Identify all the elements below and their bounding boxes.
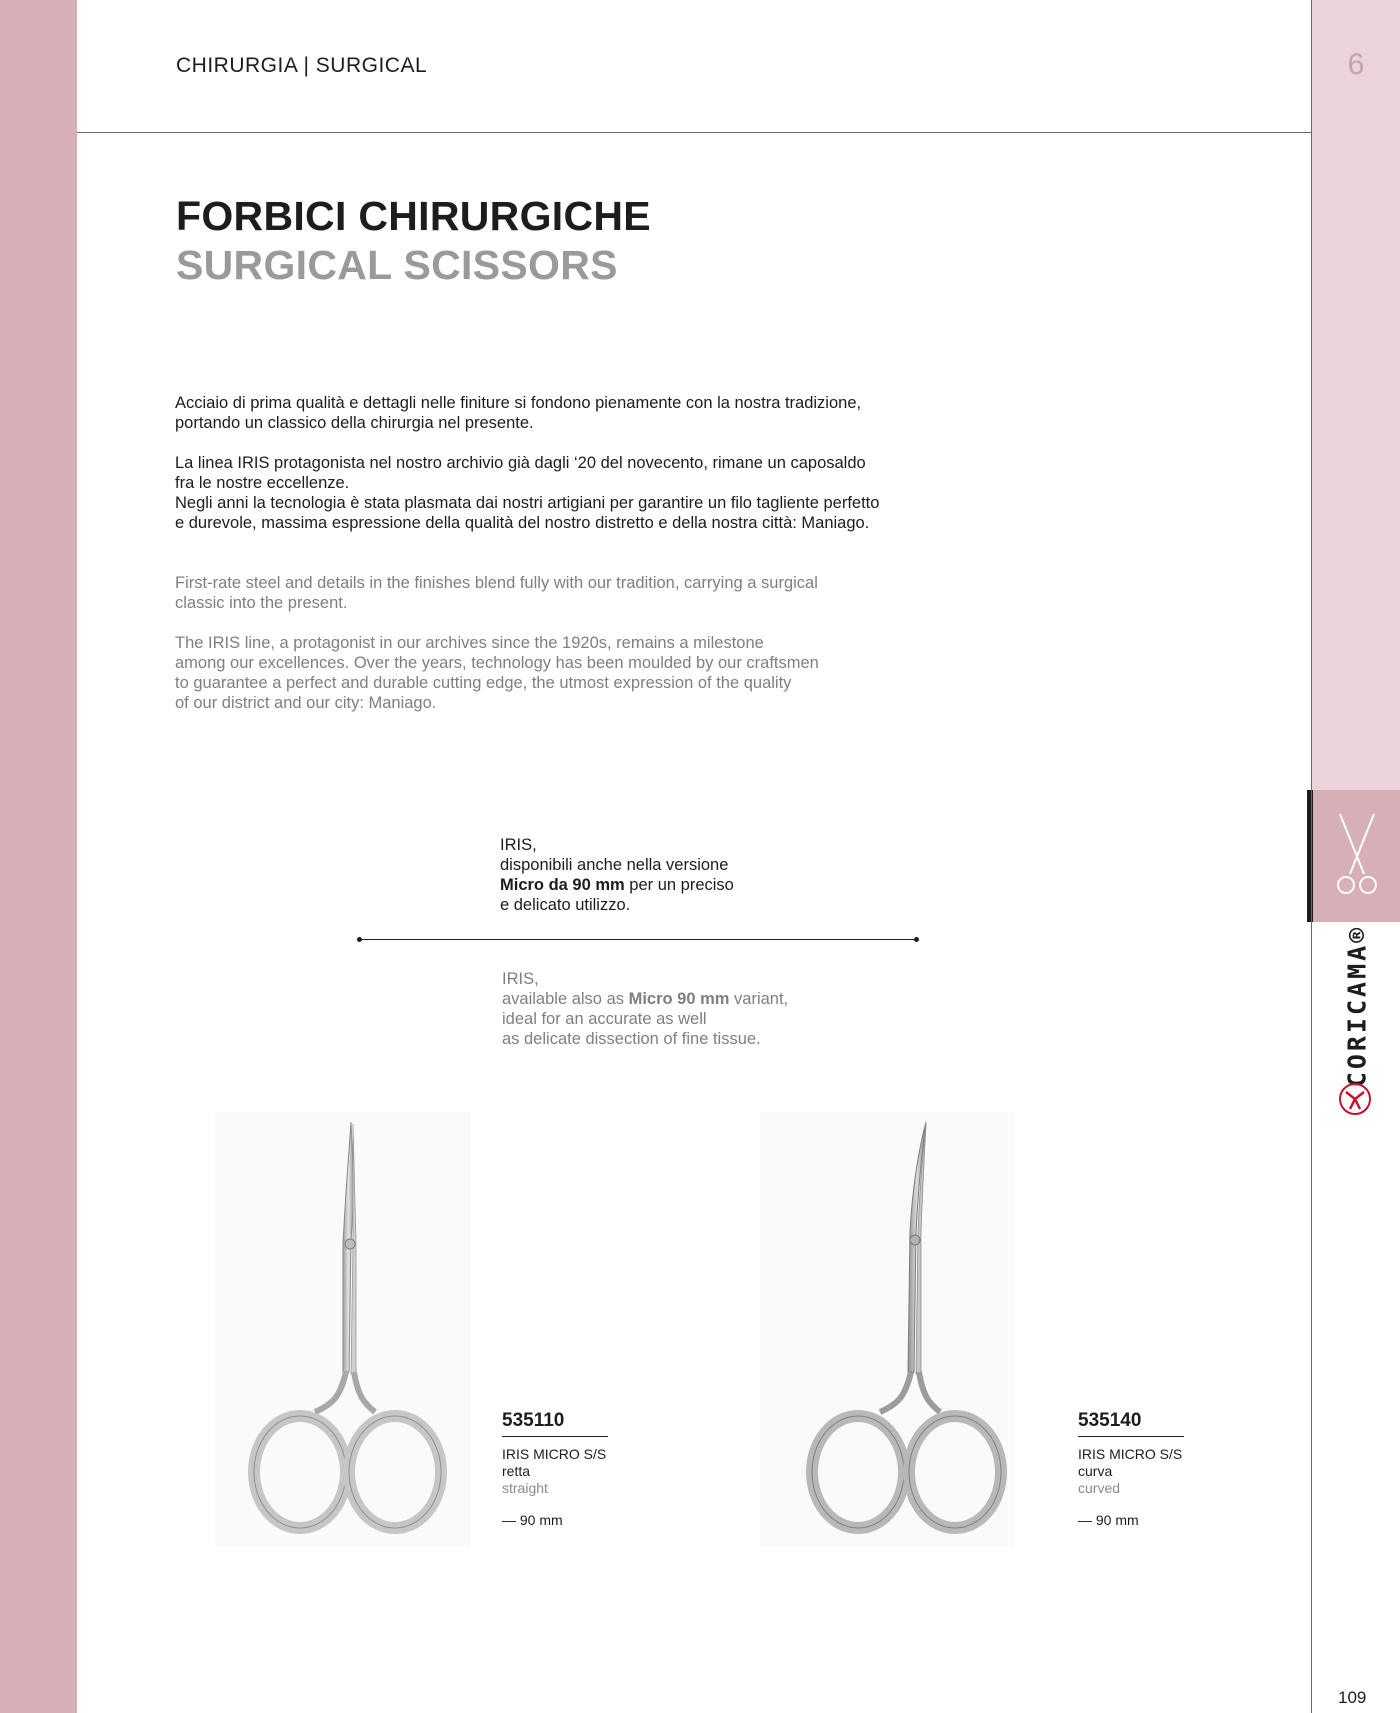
micro-callout-it: IRIS, disponibili anche nella versione Micro da 90 mm per un preciso e delicato utilizzo.	[500, 836, 734, 914]
intro-paragraph-it-2: La linea IRIS protagonista nel nostro archivio già dagli ‘20 del novecento, rimane un caposaldo fra le nostre eccellenze. Negli anni la tecnologia è stata plasmata dai nostri artigiani per garantire un filo tagliente perfetto e durevole, massima espressione della qualità del nostro distretto e della nostra città: Maniago.	[175, 454, 880, 532]
page-number: 109	[1338, 1688, 1367, 1707]
intro-paragraph-en-2: The IRIS line, a protagonist in our archives since the 1920s, remains a milestone among our excellences. Over the years, technology has been moulded by our craftsmen to guarantee a perfect and durable cutting edge, the utmost expression of the quality of our district and our city: Maniago.	[175, 634, 819, 712]
coricama-logo-icon	[1335, 1082, 1375, 1116]
product-type-it: retta	[502, 1463, 531, 1479]
product-type-it: curva	[1078, 1463, 1113, 1479]
product-size: — 90 mm	[1078, 1512, 1139, 1528]
callout-divider	[358, 939, 918, 940]
curved-iris-scissors-image	[760, 1112, 1015, 1547]
micro-callout-en: IRIS, available also as Micro 90 mm variant, ideal for an accurate as well as delicate dissection of fine tissue.	[502, 970, 789, 1048]
curved-scissors-drawing	[760, 1112, 1015, 1547]
scissors-icon	[1330, 812, 1384, 900]
straight-scissors-drawing	[215, 1112, 470, 1547]
product-name: IRIS MICRO S/S	[1078, 1446, 1183, 1462]
section-label: CHIRURGIA | SURGICAL	[176, 54, 428, 77]
product-info-535110	[502, 1410, 682, 1529]
product-info-535140	[1078, 1410, 1258, 1529]
right-color-band	[1312, 0, 1400, 790]
divider-dot-left	[357, 937, 362, 942]
header-divider-line	[77, 132, 1312, 133]
product-size: — 90 mm	[502, 1512, 563, 1528]
page-subtitle: SURGICAL SCISSORS	[176, 242, 618, 288]
straight-iris-scissors-image	[215, 1112, 470, 1547]
section-tab-marker	[1307, 790, 1313, 922]
product-code: 535110	[502, 1410, 608, 1437]
right-divider-line	[1311, 0, 1312, 1713]
product-type-en: curved	[1078, 1480, 1121, 1496]
intro-paragraph-en-1: First-rate steel and details in the finishes blend fully with our tradition, carrying a surgical classic into the present.	[175, 574, 818, 612]
divider-dot-right	[914, 937, 919, 942]
section-number: 6	[1347, 48, 1365, 81]
product-code: 535140	[1078, 1410, 1184, 1437]
product-type-en: straight	[502, 1480, 548, 1496]
page-title: FORBICI CHIRURGICHE	[176, 193, 651, 239]
intro-paragraph-it-1: Acciaio di prima qualità e dettagli nelle finiture si fondono pienamente con la nostra tradizione, portando un classico della chirurgia nel presente.	[175, 394, 862, 432]
left-color-band	[0, 0, 77, 1713]
brand-name: CORICAMA®	[1342, 924, 1372, 1088]
product-name: IRIS MICRO S/S	[502, 1446, 607, 1462]
